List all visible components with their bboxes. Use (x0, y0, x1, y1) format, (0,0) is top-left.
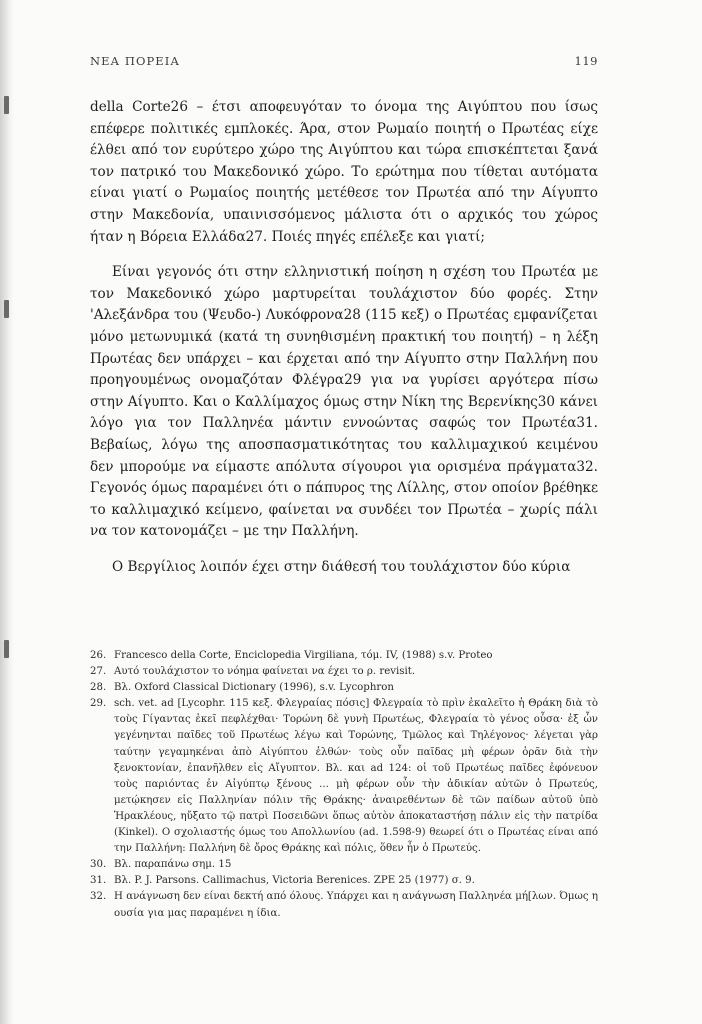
main-text (90, 97, 598, 578)
gutter-mark (4, 640, 9, 658)
paragraph: della Corte26 – έτσι αποφευγόταν το όνομα της Αιγύπτου που ίσως επέφερε πολιτικές εμπλοκές. Άρα, στον Ρωμαίο ποιητή ο Πρωτέας είχε έλθει από τον ευρύτερο χώρο της Αιγύπτου και τώρα επισκέπτεται ξανά τον πατρικό του Μακεδονικό χώρο. Το ερώτημα που τίθεται αυτόματα είναι γιατί ο Ρωμαίος ποιητής μετέθεσε τον Πρωτέα από την Αίγυπτο στην Μακεδονία, υπαινισσόμενος μάλιστα ότι ο αρχικός του χώρος ήταν η Βόρεια Ελλάδα27. Ποιές πηγές επέλεξε και γιατί; (90, 99, 598, 245)
footnote (90, 857, 598, 873)
footnote-text: Βλ. Oxford Classical Dictionary (1996), s.v. Lycophron (114, 682, 394, 694)
footnote-number: 30. (90, 859, 107, 871)
footnote-number: 27. (90, 666, 107, 678)
footnote-text: Αυτό τουλάχιστον το νόημα φαίνεται να έχει το ρ. revisit. (114, 666, 416, 678)
footnote-number: 26. (90, 650, 107, 661)
binding-gutter (0, 0, 14, 1024)
footnote-text: Βλ. παραπάνω σημ. 15 (114, 859, 232, 871)
footnote (90, 680, 598, 696)
page-number: 119 (574, 54, 598, 68)
running-header (90, 54, 598, 70)
footnote-text: Η ανάγνωση δεν είναι δεκτή από όλους. Υπάρχει και η ανάγνωση Παλληνέα μή[λων. Όμως η ουσία για μας παραμένει η ίδια. (114, 891, 598, 919)
footnote-text: Francesco della Corte, Enciclopedia Virgiliana, τόμ. IV, (1988) s.v. Proteo (114, 650, 493, 661)
footnote-number: 29. (90, 698, 107, 710)
footnote (90, 873, 598, 889)
paragraph: Ο Βεργίλιος λοιπόν έχει στην διάθεσή του τουλάχιστον δύο κύρια (112, 558, 571, 575)
footnote (90, 696, 598, 857)
footnote (90, 648, 598, 664)
footnotes (90, 648, 598, 922)
paragraph: Είναι γεγονός ότι στην ελληνιστική ποίηση η σχέση του Πρωτέα με τον Μακεδονικό χώρο μαρτυρείται τουλάχιστον δύο φορές. Στην 'Αλεξάνδρα του (Ψευδο-) Λυκόφρονα28 (115 κεξ) ο Πρωτέας εμφανίζεται μόνο μετωνυμικά (κατά τη συνηθισμένη πρακτική του ποιητή) – η λέξη Πρωτέας δεν υπάρχει – και έρχεται από την Αίγυπτο στην Παλλήνη που προηγουμένως ονομαζόταν Φλέγρα29 για να γυρίσει αργότερα πίσω στην Αίγυπτο. Και ο Καλλίμαχος όμως στην Νίκη της Βερενίκης30 κάνει λόγο για τον Παλληνέα μάντιν εννοώντας σαφώς τον Πρωτέα31. Βεβαίως, λόγω της αποσπασματικότητας του καλλιμαχικού κειμένου δεν μπορούμε να είμαστε απόλυτα σίγουροι για ορισμένα πράγματα32. Γεγονός όμως παραμένει ότι ο πάπυρος της Λίλλης, στον οποίον βρέθηκε το καλλιμαχικό κείμενο, φαίνεται να συνδέει τον Πρωτέα – χωρίς πάλι να τον κατονομάζει – με την Παλλήνη. (90, 264, 598, 540)
footnote-number: 31. (90, 875, 107, 887)
footnote (90, 664, 598, 680)
gutter-mark (4, 96, 9, 114)
running-title: ΝΕΑ ΠΟΡΕΙΑ (90, 54, 180, 68)
footnote (90, 889, 598, 921)
footnote-text: Βλ. P. J. Parsons. Callimachus, Victoria Berenices. ZPE 25 (1977) σ. 9. (114, 875, 475, 887)
gutter-mark (4, 300, 9, 318)
footnote-number: 32. (90, 891, 107, 903)
footnote-number: 28. (90, 682, 107, 694)
footnote-text: sch. vet. ad [Lycophr. 115 κεξ. Φλεγραίας πόσις] Φλεγραία τὸ πρὶν ἐκαλεῖτο ἡ Θράκη διὰ τὸ τοὺς Γίγαντας ἐκεῖ πεφλέχθαι· Τορώνη δὲ γυνὴ Πρωτέως, Φλεγραία τὸ γένος οὖσα· ἐξ ὧν γεγένηνται παῖδες τοῦ Πρωτέως λέγω καὶ Τορώνης, Τμῶλος καὶ Τηλέγονος· λέγεται γὰρ ταύτην γεγαμηκέναι ἀπὸ Αἰγύπτου ἐλθών· τοὺς οὖν παῖδας μὴ φέρων ὁρᾶν διὰ τὴν ξενοκτονίαν, ἐπανῆλθεν εἰς Αἴγυπτον. Βλ. και ad 124: οἱ τοῦ Πρωτέως παῖδες ἐφόνευον τοὺς παριόντας ἐν Αἰγύπτῳ ξένους ... μὴ φέρων οὖν τὴν ἀδικίαν αὐτῶν ὁ Πρωτεύς, μετῴκησεν εἰς Παλληνίαν πόλιν τῆς Θράκης· ἀναιρεθέντων δὲ τῶν παίδων αὐτοῦ ὑπὸ Ἡρακλέους, ηὔξατο τῷ πατρὶ Ποσειδῶνι ὅπως αὐτὸν ἀποκαταστήσῃ πάλιν εἰς τὴν πατρίδα (Kinkel). Ο σχολιαστής όμως του Απολλωνίου (ad. 1.598-9) θεωρεί ότι ο Πρωτέας είναι από την Παλλήνη: Παλλήνη δὲ ὄρος Θράκης καὶ πόλις, ὅθεν ἦν ὁ Πρωτεύς. (114, 698, 598, 855)
